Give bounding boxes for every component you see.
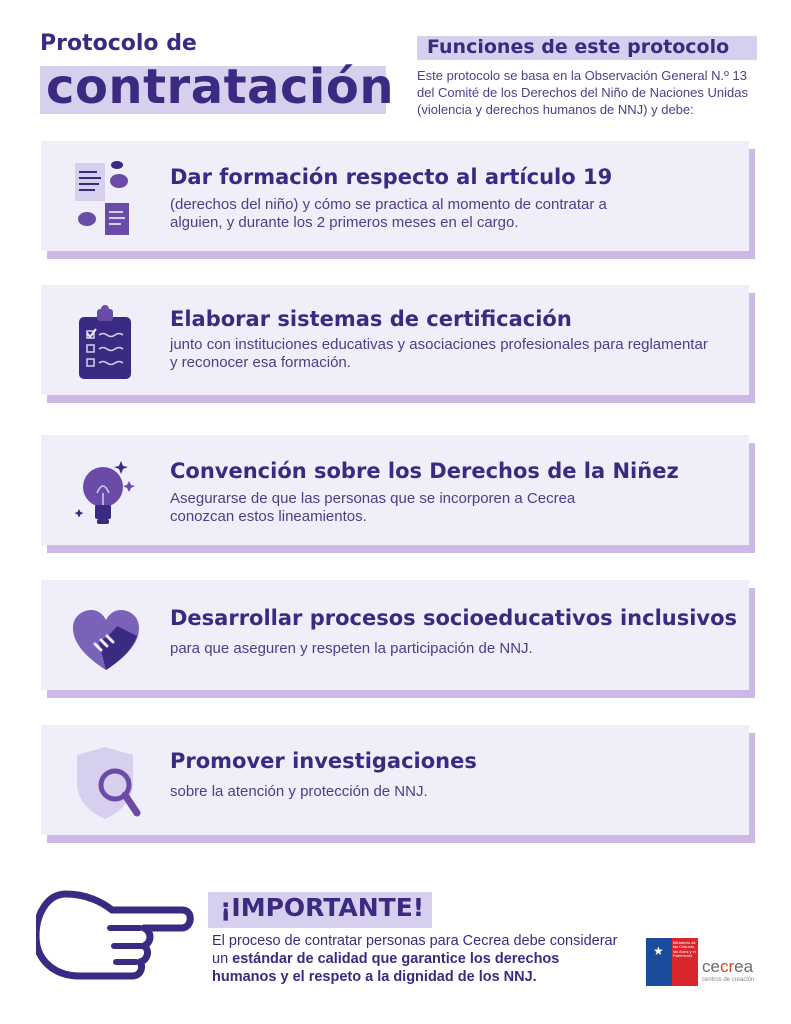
card-text: junto con instituciones educativas y asociaciones profesionales para reglamentar y reconocer esa formación. [170, 336, 708, 371]
card-title: Elaborar sistemas de certificación [170, 307, 572, 331]
card-text: (derechos del niño) y cómo se practica al momento de contratar a alguien, y durante los 2 primeros meses en el cargo. [170, 196, 607, 231]
card-convention [41, 435, 755, 553]
important-text [212, 932, 622, 986]
card-socioeducational [41, 580, 755, 698]
card-title: Convención sobre los Derechos de la Niñez [170, 459, 679, 483]
clipboard-checklist-icon [71, 303, 141, 383]
important-title: ¡IMPORTANTE! [220, 893, 425, 922]
cecrea-name-part3: ea [734, 957, 754, 976]
page-title-block [40, 31, 394, 116]
card-title: Promover investigaciones [170, 749, 477, 773]
cecrea-logo-subtitle: centros de creación [702, 977, 755, 983]
heart-handshake-icon [71, 598, 141, 678]
important-text-start: El proceso de contratar personas para Cecrea debe considerar un [212, 933, 618, 968]
functions-block [417, 34, 762, 119]
functions-title-wrap [417, 34, 762, 60]
pointing-hand-icon [36, 880, 196, 980]
cecrea-name-part2: cr [719, 957, 735, 976]
card-research [41, 725, 755, 843]
functions-description: Este protocolo se basa en la Observación General N.º 13 del Comité de los Derechos del Niño de Naciones Unidas (violencia y derechos humanos de NNJ) y debe: [417, 68, 748, 117]
gov-logo-text: Ministerio de las Culturas, las Artes y el Patrimonio [673, 940, 696, 959]
card-face [41, 725, 749, 835]
government-logo [646, 938, 698, 986]
card-text: Asegurarse de que las personas que se incorporen a Cecrea conozcan estos lineamientos. [170, 490, 576, 525]
card-text: para que aseguren y respeten la participación de NNJ. [170, 640, 533, 657]
card-title: Desarrollar procesos socioeducativos inclusivos [170, 606, 738, 630]
card-title: Dar formación respecto al artículo 19 [170, 165, 613, 189]
cecrea-name-part1: ce [702, 957, 720, 976]
shield-magnifier-icon [71, 743, 141, 823]
page-title-highlight [40, 59, 394, 116]
card-training [41, 141, 755, 259]
cecrea-logo [702, 958, 754, 983]
card-face [41, 580, 749, 690]
important-text-bold: estándar de calidad que garantice los derechos humanos y el respeto a la dignidad de los NNJ. [212, 951, 560, 986]
page-title-line1: Protocolo de [40, 31, 197, 56]
documents-chat-icon [71, 159, 141, 239]
cecrea-logo-name [702, 958, 754, 975]
star-icon: ★ [653, 944, 664, 958]
important-title-block [208, 888, 424, 928]
lightbulb-icon [71, 453, 141, 533]
functions-title: Funciones de este protocolo [427, 36, 730, 58]
card-certification [41, 285, 755, 403]
card-text: sobre la atención y protección de NNJ. [170, 783, 428, 800]
page-title-line2: contratación [46, 59, 394, 116]
